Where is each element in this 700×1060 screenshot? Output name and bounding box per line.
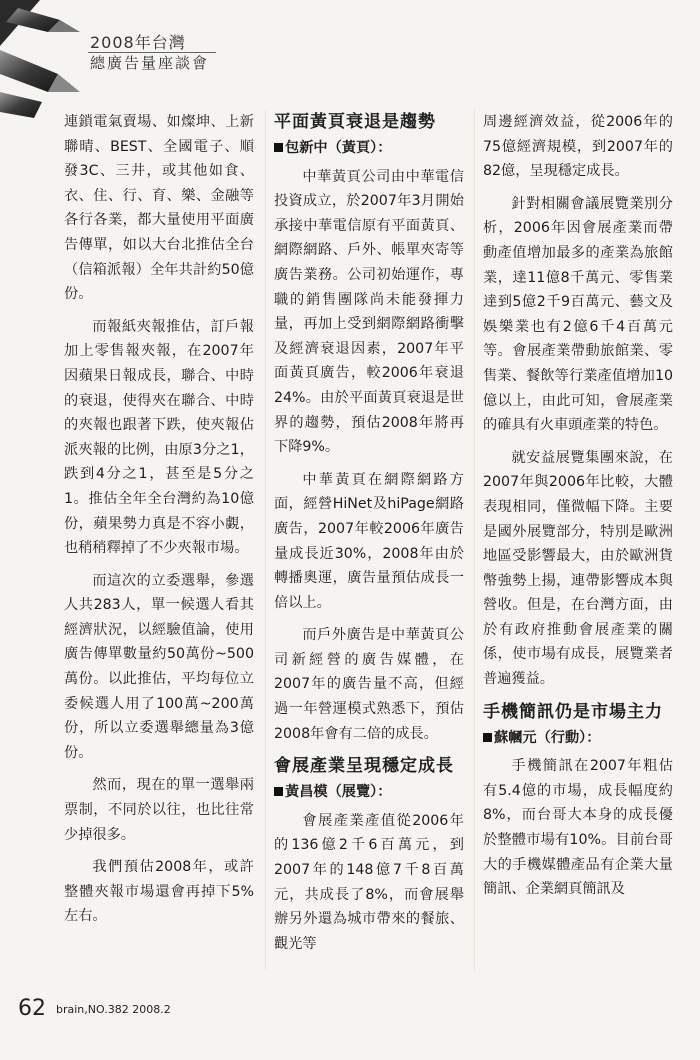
- header-subtitle: 總廣告量座談會: [90, 54, 210, 72]
- section-heading: 會展產業呈現穩定成長: [274, 756, 454, 777]
- paragraph: 就安益展覽集團來說，在2007年與2006年比較，大體表現相同，僅微幅下降。主要是國外展覽部分，特別是歐洲地區受影響最大，由於歐洲貨幣強勢上揚，連帶影響成本與營收。但是，在台灣方面，由於有政府推動會展產業的關係，使市場有成長，展覽業者普遍獲益。: [483, 449, 673, 688]
- speaker-name: 蘇幗元（行動）：: [494, 729, 601, 746]
- paragraph: 針對相關會議展覽業別分析，2006年因會展產業而帶動產值增加最多的產業為旅館業，達11億8千萬元、零售業達到5億2千9百萬元、藝文及娛樂業也有2億6千4百萬元等。會展產業帶動旅館業、零售業、餐飲等行業產值增加10億以上，由此可知，會展產業的確具有火車頭產業的特色。: [483, 195, 673, 434]
- column-left: [64, 110, 254, 937]
- paragraph: 周邊經濟效益，從2006年的75億經濟規模，到2007年的82億，呈現穩定成長。: [483, 114, 673, 180]
- header-title: 2008年台灣: [90, 33, 186, 52]
- paragraph: 連鎖電氣賣場、如燦坤、上新聯晴、BEST、全國電子、順發3C、三井，或其他如食、衣、住、行、育、樂、金融等各行各業，都大量使用平面廣告傳單，如以大台北推估全台（信箱派報）全年共計約50億份。: [64, 114, 254, 303]
- paragraph: 中華黃頁在網際網路方面，經營HiNet及hiPage網路廣告，2007年較2006年廣告量成長近30%，2008年由於轉播奧運，廣告量預估成長一倍以上。: [274, 471, 464, 611]
- speaker-byline: [274, 780, 464, 805]
- paragraph: 我們預估2008年，或許整體夾報市場還會再掉下5%左右。: [64, 859, 254, 925]
- paragraph: 手機簡訊在2007年粗估有5.4億的市場，成長幅度約8%，而台哥大本身的成長優於整體市場有10%。目前台哥大的手機媒體產品有企業大量簡訊、企業網頁簡訊及: [483, 758, 673, 898]
- column-divider: [265, 110, 266, 970]
- speaker-name: 包新中（黃頁）：: [285, 140, 392, 156]
- paragraph: 而這次的立委選舉，參選人共283人，單一候選人看其經濟狀況，以經驗值論，使用廣告傳單數量約50萬份~500萬份。以此推估，平均每位立委候選人用了100萬~200萬份，所以立委選舉總量為3億份。: [64, 572, 254, 761]
- column-divider: [474, 110, 475, 970]
- paragraph: 而報紙夾報推估，訂戶報加上零售報夾報，在2007年因蘋果日報成長，聯合、中時的衰退，使得夾在聯合、中時的夾報也跟著下跌，使夾報佔派夾報的比例，由原3分之1，跌到4分之1，甚至是5分之1。推估全年全台灣約為10億份，蘋果勢力真是不容小覷，也稍稍釋掉了不少夾報市場。: [64, 318, 254, 557]
- paragraph: 中華黃頁公司由中華電信投資成立，於2007年3月開始承接中華電信原有平面黃頁、網際網路、戶外、帳單夾寄等廣告業務。公司初始運作，專職的銷售團隊尚未能發揮力量，再加上受到網際網路衝擊及經濟衰退因素，2007年平面黃頁廣告，較2006年衰退24%。由於平面黃頁衰退是世界的趨勢，預估2008年將再下降9%。: [274, 168, 464, 456]
- page-number: 62: [18, 996, 46, 1021]
- column-middle: [274, 110, 464, 964]
- square-bullet-icon: [483, 733, 492, 742]
- square-bullet-icon: [274, 787, 283, 796]
- section-heading: 手機簡訊仍是市場主力: [483, 701, 663, 722]
- header-divider: [88, 52, 216, 53]
- section-heading: 平面黃頁衰退是趨勢: [274, 112, 436, 132]
- column-right: [483, 110, 673, 910]
- paragraph: 會展產業產值從2006年的136億2千6百萬元，到2007年的148億7千8百萬元，共成長了8%，而會展舉辦另外還為城市帶來的餐旅、觀光等: [274, 812, 464, 952]
- paragraph: 而戶外廣告是中華黃頁公司新經營的廣告媒體，在2007年的廣告量不高，但經過一年營運模式熟悉下，預估2008年會有二倍的成長。: [274, 627, 464, 742]
- speaker-name: 黃昌模（展覽）：: [285, 784, 392, 801]
- paragraph: 然而，現在的單一選舉兩票制，不同於以往，也比往常少掉很多。: [64, 777, 254, 843]
- speaker-byline: [274, 136, 464, 161]
- publication-info: brain,NO.382 2008.2: [56, 1003, 171, 1016]
- speaker-byline: [483, 726, 673, 751]
- square-bullet-icon: [274, 143, 283, 152]
